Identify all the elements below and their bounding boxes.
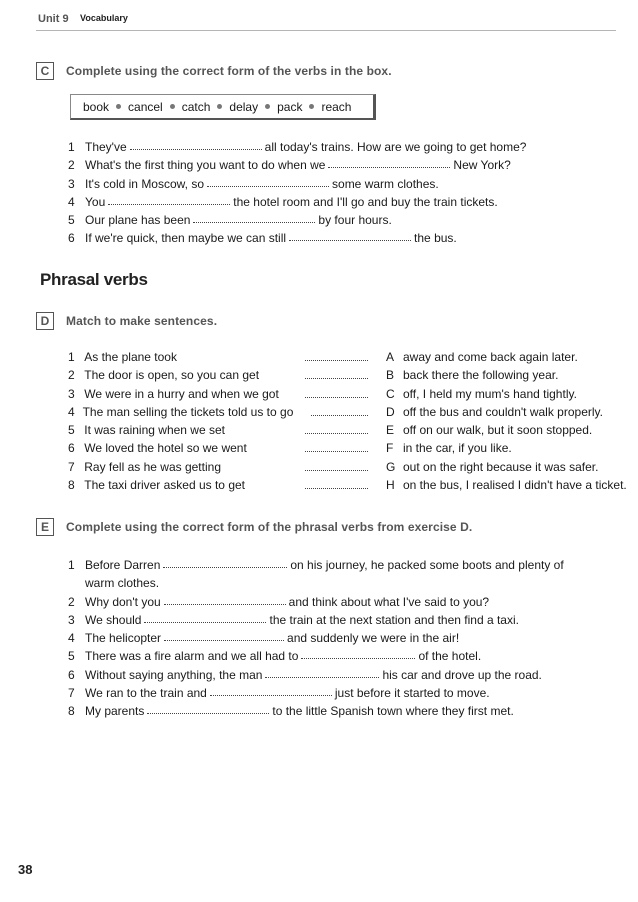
item-number: 5 [68, 423, 75, 438]
item-text: to the little Spanish town where they first met. [272, 704, 514, 719]
item-number: 2 [68, 594, 75, 609]
item-text: We ran to the train and [85, 686, 207, 701]
list-item [68, 366, 368, 384]
item-number: 8 [68, 478, 75, 493]
match-right-column [386, 348, 627, 494]
list-item [68, 229, 526, 247]
item-text: Before Darren [85, 558, 161, 572]
item-text: away and come back again later. [403, 350, 578, 364]
item-number: 6 [68, 231, 75, 246]
item-number: 7 [68, 459, 75, 474]
list-item [68, 138, 526, 156]
item-text: Our plane has been [85, 213, 191, 228]
list-item [386, 348, 627, 366]
item-number: 3 [68, 386, 75, 401]
item-text: off on our walk, but it soon stopped. [403, 423, 593, 438]
item-text: just before it started to move. [334, 686, 490, 701]
list-item [68, 193, 526, 211]
exercise-c-heading [36, 62, 392, 80]
word: catch [181, 99, 211, 114]
answer-blank[interactable] [305, 385, 368, 398]
item-number: 4 [68, 194, 75, 209]
item-text: off, I held my mum's hand tightly. [403, 386, 577, 401]
item-text: all today's trains. How are we going to get home? [264, 140, 527, 154]
list-item [68, 421, 368, 439]
list-item [68, 684, 564, 702]
item-text: You [85, 194, 106, 209]
word: book [83, 99, 110, 114]
item-number: 3 [68, 612, 75, 627]
item-text: There was a fire alarm and we all had to [85, 649, 299, 664]
exercise-instruction: Complete using the correct form of the verbs in the box. [66, 64, 392, 78]
item-number: 2 [68, 158, 75, 173]
page-number: 38 [18, 862, 33, 877]
item-number: 5 [68, 213, 75, 228]
list-item [386, 385, 627, 403]
item-number: 2 [68, 368, 75, 383]
list-item [68, 702, 564, 720]
list-item [386, 366, 627, 384]
list-item [68, 175, 526, 193]
item-text: the bus. [414, 231, 457, 246]
item-text: and suddenly we were in the air! [287, 631, 460, 646]
answer-blank[interactable] [305, 458, 368, 471]
word: pack [277, 99, 303, 114]
item-text: My parents [85, 704, 145, 719]
item-letter: B [386, 368, 395, 383]
answer-blank[interactable] [164, 629, 284, 641]
answer-blank[interactable] [305, 348, 368, 361]
item-text: on the bus, I realised I didn't have a ticket. [403, 478, 627, 493]
item-letter: A [386, 350, 395, 364]
item-number: 4 [68, 404, 75, 419]
item-text: out on the right because it was safer. [403, 459, 599, 474]
answer-blank[interactable] [147, 702, 269, 714]
item-text: by four hours. [318, 213, 392, 228]
list-item [68, 439, 368, 457]
item-letter: F [386, 441, 394, 456]
item-letter: H [386, 478, 395, 493]
item-text: What's the first thing you want to do when we [85, 158, 326, 173]
answer-blank[interactable] [328, 156, 450, 168]
item-number: 1 [68, 350, 75, 364]
word: cancel [128, 99, 163, 114]
item-letter: G [386, 459, 396, 474]
item-number: 1 [68, 558, 75, 572]
item-text: on his journey, he packed some boots and plenty of [290, 558, 564, 572]
list-item [68, 211, 526, 229]
exercise-letter: C [36, 62, 54, 80]
answer-blank[interactable] [130, 138, 262, 150]
list-item [68, 611, 564, 629]
item-text: They've [85, 140, 127, 154]
answer-blank[interactable] [311, 403, 368, 416]
word: reach [321, 99, 352, 114]
list-item [68, 403, 368, 421]
item-text: It's cold in Moscow, so [85, 176, 205, 191]
item-text: off the bus and couldn't walk properly. [403, 404, 603, 419]
answer-blank[interactable] [193, 211, 315, 223]
list-item [386, 403, 627, 421]
match-left-column [68, 348, 368, 494]
exercise-instruction: Complete using the correct form of the phrasal verbs from exercise D. [66, 520, 473, 534]
unit-label: Unit 9 [38, 13, 69, 25]
item-text: the train at the next station and then find a taxi. [269, 612, 519, 627]
exercise-letter: E [36, 518, 54, 536]
page-header [36, 8, 616, 31]
list-item [68, 666, 564, 684]
item-text: The man selling the tickets told us to go [82, 404, 294, 419]
answer-blank[interactable] [265, 666, 379, 678]
item-text: The door is open, so you can get [84, 368, 260, 383]
list-item [68, 385, 368, 403]
item-text: It was raining when we set [84, 423, 225, 438]
item-text: of the hotel. [418, 649, 482, 664]
item-letter: D [386, 404, 395, 419]
item-text: We were in a hurry and when we got [84, 386, 279, 401]
item-number: 8 [68, 704, 75, 719]
item-text: We should [85, 612, 142, 627]
answer-blank[interactable] [289, 229, 411, 241]
item-letter: E [386, 423, 395, 438]
exercise-d-heading [36, 312, 217, 330]
item-text: in the car, if you like. [403, 441, 512, 456]
item-number: 7 [68, 686, 75, 701]
item-text: his car and drove up the road. [382, 667, 542, 682]
exercise-e-heading [36, 518, 472, 536]
word-box [70, 94, 376, 120]
item-text: We loved the hotel so we went [84, 441, 247, 456]
item-text: New York? [453, 158, 511, 173]
exercise-c-list [68, 138, 526, 248]
answer-blank[interactable] [305, 439, 368, 452]
list-item [68, 556, 564, 574]
word: delay [229, 99, 259, 114]
answer-blank[interactable] [207, 175, 329, 187]
answer-blank[interactable] [210, 684, 332, 696]
list-item [386, 458, 627, 476]
item-number: 1 [68, 140, 75, 154]
item-letter: C [386, 386, 395, 401]
list-item [68, 593, 564, 611]
list-item [68, 647, 564, 665]
answer-blank[interactable] [305, 366, 368, 379]
list-item [68, 156, 526, 174]
answer-blank[interactable] [164, 593, 286, 605]
list-item-continuation [68, 574, 564, 592]
answer-blank[interactable] [301, 647, 415, 659]
item-number: 4 [68, 631, 75, 646]
answer-blank[interactable] [305, 476, 368, 489]
section-label: Vocabulary [80, 13, 128, 23]
list-item [386, 439, 627, 457]
exercise-instruction: Match to make sentences. [66, 314, 218, 328]
item-text: the hotel room and I'll go and buy the train tickets. [233, 194, 498, 209]
item-number: 5 [68, 649, 75, 664]
item-number: 6 [68, 441, 75, 456]
item-text: Ray fell as he was getting [84, 459, 221, 474]
answer-blank[interactable] [144, 611, 266, 623]
answer-blank[interactable] [163, 556, 287, 568]
item-text: Without saying anything, the man [85, 667, 263, 682]
item-text: warm clothes. [85, 576, 160, 591]
list-item [386, 476, 627, 494]
answer-blank[interactable] [305, 421, 368, 434]
list-item [68, 458, 368, 476]
list-item [68, 629, 564, 647]
bullet-icon [265, 104, 270, 109]
item-text: Why don't you [85, 594, 161, 609]
exercise-letter: D [36, 312, 54, 330]
bullet-icon [309, 104, 314, 109]
item-text: back there the following year. [403, 368, 559, 383]
item-number: 3 [68, 176, 75, 191]
item-text: some warm clothes. [332, 176, 439, 191]
bullet-icon [217, 104, 222, 109]
list-item [68, 348, 368, 366]
exercise-e-list [68, 556, 564, 721]
item-text: The taxi driver asked us to get [84, 478, 245, 493]
item-text: If we're quick, then maybe we can still [85, 231, 287, 246]
item-text: As the plane took [84, 350, 177, 364]
bullet-icon [170, 104, 175, 109]
bullet-icon [116, 104, 121, 109]
list-item [386, 421, 627, 439]
list-item [68, 476, 368, 494]
item-text: The helicopter [85, 631, 162, 646]
section-heading: Phrasal verbs [40, 270, 148, 289]
item-number: 6 [68, 667, 75, 682]
answer-blank[interactable] [108, 193, 230, 205]
item-text: and think about what I've said to you? [288, 594, 490, 609]
